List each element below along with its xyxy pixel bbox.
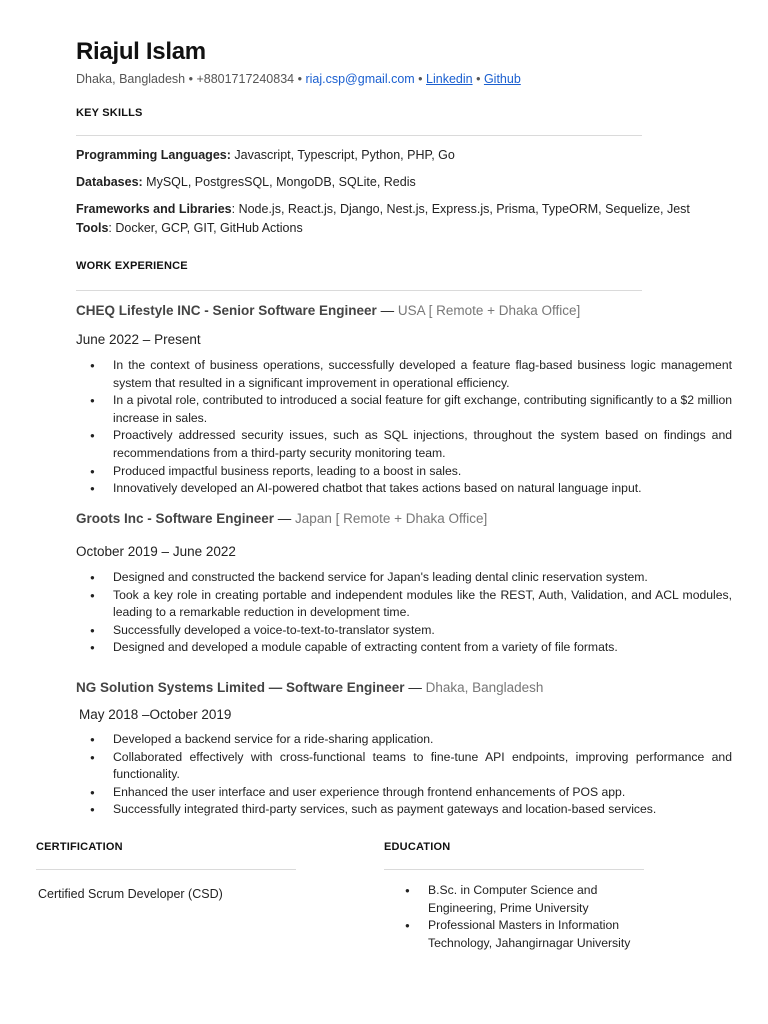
skill-label: Frameworks and Libraries bbox=[76, 202, 232, 216]
job-heading: CHEQ Lifestyle INC - Senior Software Engineer bbox=[76, 303, 377, 318]
list-item: ● Designed and developed a module capable of extracting content from a variety of file formats. bbox=[91, 639, 732, 657]
job-bullets-cheq bbox=[91, 357, 732, 498]
skill-row-frameworks bbox=[76, 202, 690, 216]
skill-label: Databases: bbox=[76, 175, 143, 189]
list-item: ● Successfully developed a voice-to-text-to-translator system. bbox=[91, 622, 732, 640]
skill-label: Tools bbox=[76, 221, 109, 235]
separator: • bbox=[472, 72, 484, 86]
list-item: ● B.Sc. in Computer Science and Engineering, Prime University bbox=[406, 882, 656, 917]
job-location: USA [ Remote + Dhaka Office] bbox=[397, 303, 581, 318]
contact-line bbox=[76, 72, 521, 86]
skill-value: : Docker, GCP, GIT, GitHub Actions bbox=[108, 221, 303, 235]
list-item: ● In a pivotal role, contributed to introduced a social feature for gift exchange, contributing significantly to a $2 million increase in sales. bbox=[91, 392, 732, 427]
location-text: Dhaka, Bangladesh bbox=[76, 72, 186, 86]
phone-text: +8801717240834 bbox=[196, 72, 295, 86]
job-title-ng-solution bbox=[76, 680, 543, 695]
separator: • bbox=[414, 72, 427, 86]
job-title-groots bbox=[76, 511, 487, 526]
job-heading: Groots Inc - Software Engineer bbox=[76, 511, 275, 526]
job-date: May 2018 –October 2019 bbox=[79, 707, 232, 722]
list-item: ● Innovatively developed an AI-powered chatbot that takes actions based on natural language input. bbox=[91, 480, 732, 498]
list-item: ● Developed a backend service for a ride-sharing application. bbox=[91, 731, 732, 749]
list-item: ● Designed and constructed the backend service for Japan's leading dental clinic reservation system. bbox=[91, 569, 732, 587]
certification-section-title: CERTIFICATION bbox=[36, 841, 123, 853]
list-item: ● Produced impactful business reports, leading to a boost in sales. bbox=[91, 463, 732, 481]
certification-divider bbox=[36, 869, 296, 870]
skill-value: MySQL, PostgresSQL, MongoDB, SQLite, Redis bbox=[142, 175, 416, 189]
github-link[interactable]: Github bbox=[483, 72, 521, 86]
job-bullets-ng-solution bbox=[91, 731, 732, 819]
skill-label: Programming Languages: bbox=[76, 148, 231, 162]
separator: • bbox=[185, 72, 197, 86]
job-title-cheq bbox=[76, 303, 580, 318]
education-section-title: EDUCATION bbox=[384, 841, 451, 853]
list-item: ● Professional Masters in Information Technology, Jahangirnagar University bbox=[406, 917, 656, 952]
experience-section-title: WORK EXPERIENCE bbox=[76, 260, 188, 272]
job-location: Japan [ Remote + Dhaka Office] bbox=[295, 511, 488, 526]
linkedin-link[interactable]: Linkedin bbox=[426, 72, 473, 86]
job-date: October 2019 – June 2022 bbox=[76, 544, 236, 559]
skills-divider bbox=[76, 135, 642, 136]
job-heading: NG Solution Systems Limited — Software Engineer bbox=[76, 680, 405, 695]
email-link[interactable]: riaj.csp@gmail.com bbox=[305, 72, 415, 86]
list-item: ● Proactively addressed security issues, such as SQL injections, throughout the system based on findings and recommendations from a third-party security monitoring team. bbox=[91, 427, 732, 462]
list-item: ● In the context of business operations, successfully developed a feature flag-based business logic management system that resulted in a significant improvement in operational efficiency. bbox=[91, 357, 732, 392]
job-bullets-groots bbox=[91, 569, 732, 657]
skill-value: Javascript, Typescript, Python, PHP, Go bbox=[230, 148, 455, 162]
experience-divider bbox=[76, 290, 642, 291]
list-item: ● Successfully integrated third-party services, such as payment gateways and location-based services. bbox=[91, 801, 732, 819]
separator: • bbox=[294, 72, 306, 86]
candidate-name: Riajul Islam bbox=[76, 38, 206, 65]
skill-row-databases bbox=[76, 175, 416, 189]
list-item: ● Enhanced the user interface and user experience through frontend enhancements of POS app. bbox=[91, 784, 732, 802]
skills-section-title: KEY SKILLS bbox=[76, 107, 143, 119]
skill-row-languages bbox=[76, 148, 455, 162]
education-divider bbox=[384, 869, 644, 870]
job-dash: — bbox=[404, 680, 426, 695]
certification-item: Certified Scrum Developer (CSD) bbox=[38, 887, 223, 901]
list-item: ● Took a key role in creating portable and independent modules like the REST, Auth, Validation, and ACL modules, leading to a remarkable reduction in development time. bbox=[91, 587, 732, 622]
list-item: ● Collaborated effectively with cross-functional teams to fine-tune API endpoints, improving performance and functionality. bbox=[91, 749, 732, 784]
job-dash: — bbox=[274, 511, 296, 526]
education-list bbox=[406, 882, 656, 952]
job-location: Dhaka, Bangladesh bbox=[425, 680, 544, 695]
job-dash: — bbox=[376, 303, 398, 318]
job-date: June 2022 – Present bbox=[76, 332, 201, 347]
skill-value: : Node.js, React.js, Django, Nest.js, Express.js, Prisma, TypeORM, Sequelize, Jest bbox=[231, 202, 690, 216]
skill-row-tools bbox=[76, 221, 303, 235]
